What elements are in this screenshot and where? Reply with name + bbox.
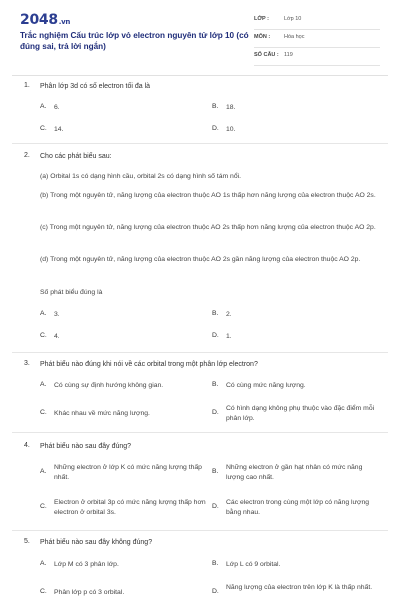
option-text: 1. [226, 333, 232, 340]
meta-value: Lớp 10 [284, 16, 302, 22]
option-text: Có hình dạng không phụ thuộc vào đặc điểm mỗi phân lớp. [226, 405, 375, 422]
option-letter: B. [212, 103, 219, 110]
option-text: Có cùng sự định hướng không gian. [54, 382, 164, 389]
meta-key: LỚP : [254, 16, 269, 22]
question-number: 5. [24, 538, 30, 545]
option-letter: A. [40, 381, 47, 388]
question-divider [12, 432, 388, 433]
question-text: Phát biểu nào sau đây không đúng? [40, 539, 153, 546]
question-number: 2. [24, 152, 30, 159]
question-text: Phát biểu nào sau đây đúng? [40, 443, 132, 450]
document-title: Trắc nghiệm Cấu trúc lớp vỏ electron nguyên tử lớp 10 (có đúng sai, trả lời ngắn) [20, 31, 249, 51]
option-letter: A. [40, 560, 47, 567]
question-divider [12, 530, 388, 531]
question-text: Phát biểu nào đúng khi nói về các orbital trong một phân lớp electron? [40, 361, 258, 368]
option-text: Lớp M có 3 phân lớp. [54, 561, 119, 568]
option-text: 4. [54, 333, 60, 340]
option-letter: D. [212, 409, 219, 416]
question-text: Cho các phát biểu sau: [40, 153, 112, 160]
statement-a: (a) Orbital 1s có dạng hình cầu, orbital 2s có dạng hình số tám nổi. [40, 173, 242, 180]
option-letter: B. [212, 310, 219, 317]
option-text: 6. [54, 104, 60, 111]
meta-row-count [254, 48, 380, 66]
meta-key: MÔN : [254, 34, 271, 40]
option-text: Phân lớp p có 3 orbital. [54, 589, 125, 596]
question-divider [12, 352, 388, 353]
option-text: 2. [226, 311, 232, 318]
option-letter: B. [212, 560, 219, 567]
question-number: 3. [24, 360, 30, 367]
option-text: Lớp L có 9 orbital. [226, 561, 281, 568]
header-divider [12, 75, 388, 76]
option-letter: C. [40, 332, 47, 339]
option-letter: D. [212, 332, 219, 339]
question-text: Phân lớp 3d có số electron tối đa là [40, 83, 151, 90]
meta-value: 119 [284, 52, 293, 58]
option-text: Những electron ở lớp K có mức năng lượng thấp nhất. [54, 464, 202, 481]
option-text: Những electron ở gần hạt nhân có mức năng lượng cao nhất. [226, 464, 363, 481]
question-number: 4. [24, 442, 30, 449]
option-text: Khác nhau về mức năng lượng. [54, 410, 150, 417]
option-text: 10. [226, 126, 236, 133]
statement-d: (d) Trong một nguyên tử, năng lượng của electron thuộc AO 2s gần năng lượng của electron thuộc AO 2p. [40, 256, 361, 263]
option-letter: D. [212, 588, 219, 595]
option-text: 3. [54, 311, 60, 318]
option-text: 18. [226, 104, 236, 111]
document-header [0, 0, 400, 76]
meta-info [254, 12, 380, 66]
option-letter: C. [40, 588, 47, 595]
option-letter: A. [40, 468, 47, 475]
option-letter: C. [40, 409, 47, 416]
option-letter: C. [40, 503, 47, 510]
option-letter: D. [212, 125, 219, 132]
option-text: Năng lượng của electron trên lớp K là thấp nhất. [226, 584, 373, 591]
question-prompt: Số phát biểu đúng là [40, 289, 103, 296]
question-divider [12, 143, 388, 144]
option-text: Có cùng mức năng lượng. [226, 382, 306, 389]
question-number: 1. [24, 82, 30, 89]
option-letter: D. [212, 503, 219, 510]
logo-suffix: .vn [58, 18, 71, 26]
option-text: Electron ở orbital 3p có mức năng lượng thấp hơn electron ở orbital 3s. [54, 499, 206, 516]
option-text: Các electron trong cùng một lớp có năng lượng bằng nhau. [226, 499, 370, 516]
site-logo[interactable] [20, 12, 70, 28]
meta-row-subject [254, 30, 380, 48]
statement-c: (c) Trong một nguyên tử, năng lượng của electron thuộc AO 2s thấp hơn năng lượng của electron thuộc AO 2p. [40, 224, 376, 231]
option-letter: C. [40, 125, 47, 132]
option-letter: B. [212, 381, 219, 388]
option-letter: A. [40, 310, 47, 317]
logo-main: 2048 [20, 12, 58, 28]
meta-row-class [254, 12, 380, 30]
meta-key: SỐ CÂU : [254, 52, 279, 58]
option-letter: B. [212, 468, 219, 475]
option-text: 14. [54, 126, 64, 133]
option-letter: A. [40, 103, 47, 110]
statement-b: (b) Trong một nguyên tử, năng lượng của electron thuộc AO 1s thấp hơn năng lượng của electron thuộc AO 2s. [40, 192, 376, 199]
meta-value: Hóa học [284, 34, 305, 40]
